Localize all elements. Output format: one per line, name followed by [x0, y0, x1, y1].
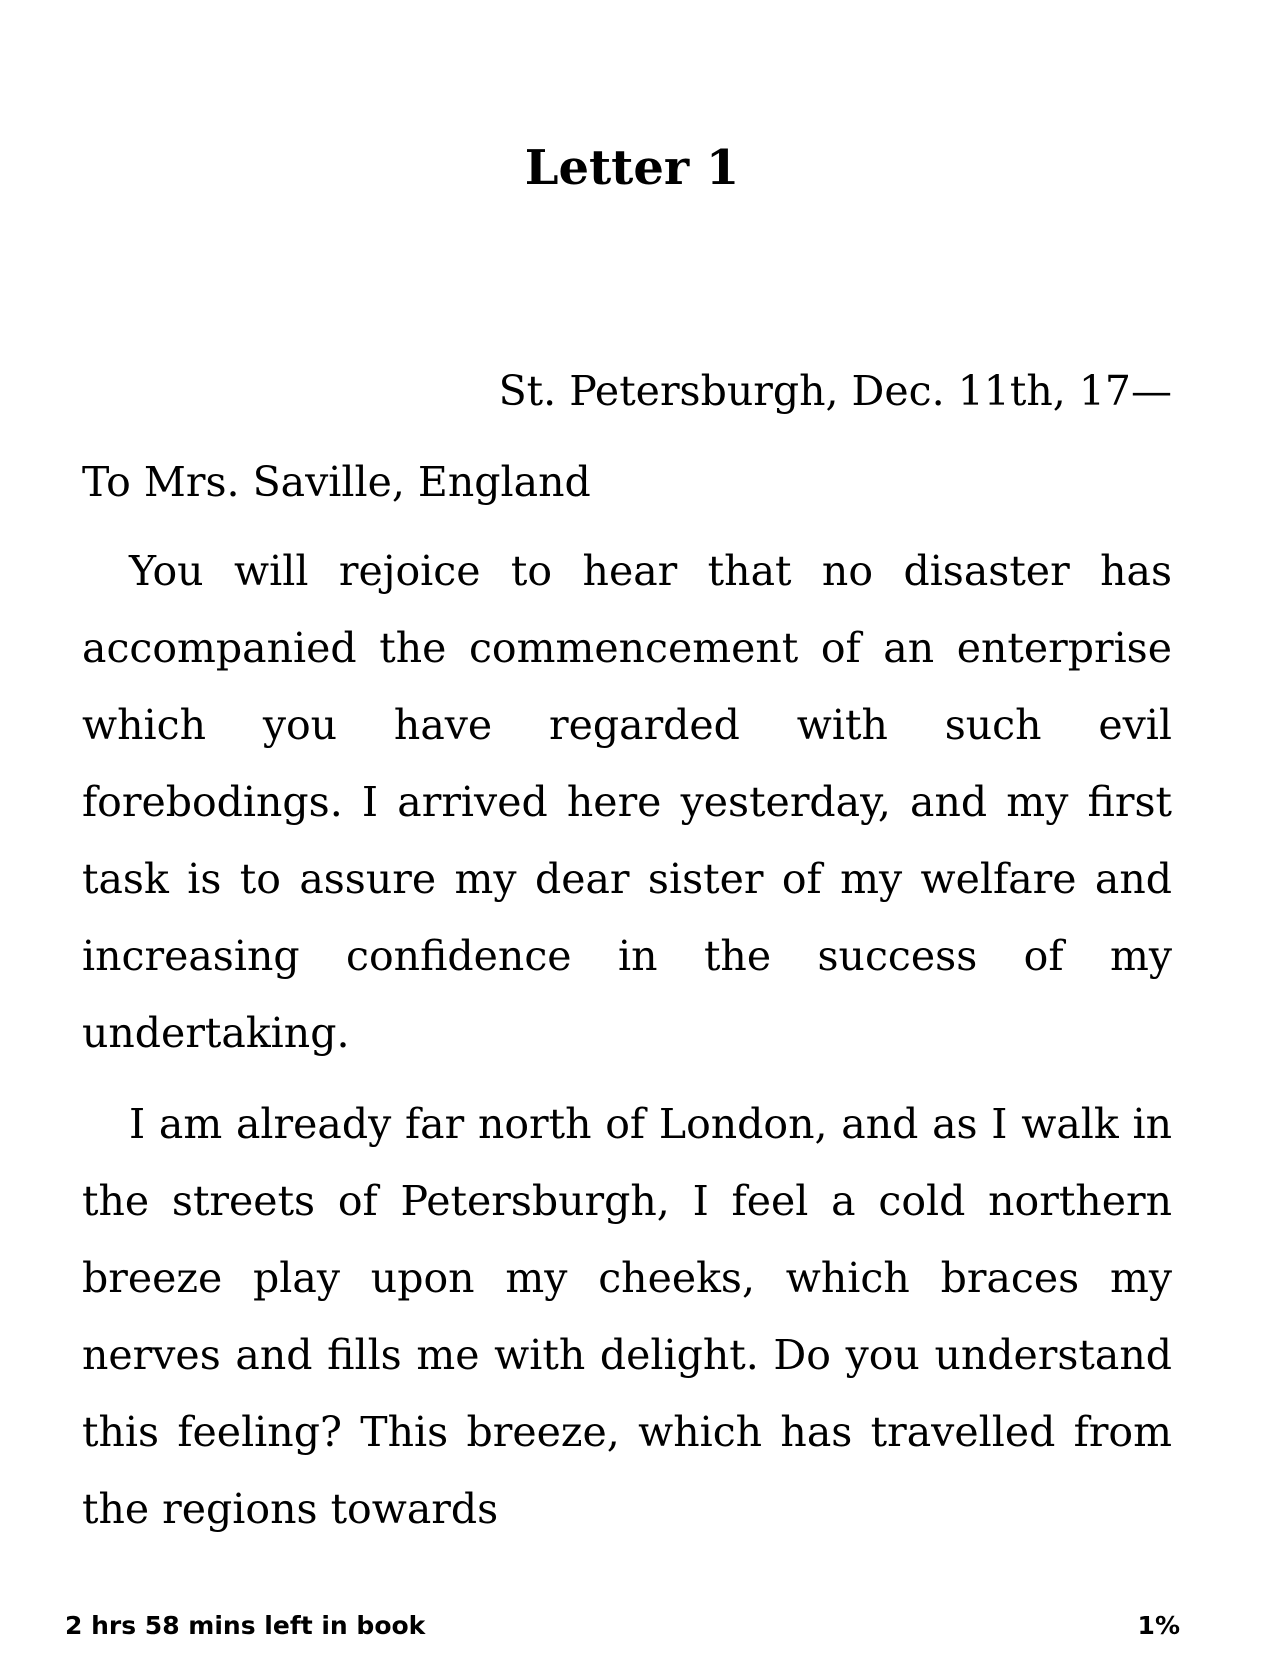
- chapter-title: Letter 1: [524, 140, 740, 196]
- letter-dateline: St. Petersburgh, Dec. 11th, 17—: [498, 367, 1172, 415]
- body-paragraph: You will rejoice to hear that no disaster has accompanied the commencement of an enterprise which you have regarded with such evil forebodings. I arrived here yesterday, and my first task is to assure my dear sister of my welfare and increasing confidence in the success of my undertaking.: [82, 547, 1172, 1057]
- letter-salutation: To Mrs. Saville, England: [82, 458, 591, 506]
- body-paragraph: I am already far north of London, and as I walk in the streets of Petersburgh, I feel a cold northern breeze play upon my cheeks, which braces my nerves and fills me with delight. Do you understand this feeling? This breeze, which has travelled from the regions towards: [82, 1100, 1172, 1533]
- reading-progress-percent[interactable]: 1%: [1137, 1611, 1180, 1640]
- time-left-indicator[interactable]: 2 hrs 58 mins left in book: [65, 1611, 426, 1640]
